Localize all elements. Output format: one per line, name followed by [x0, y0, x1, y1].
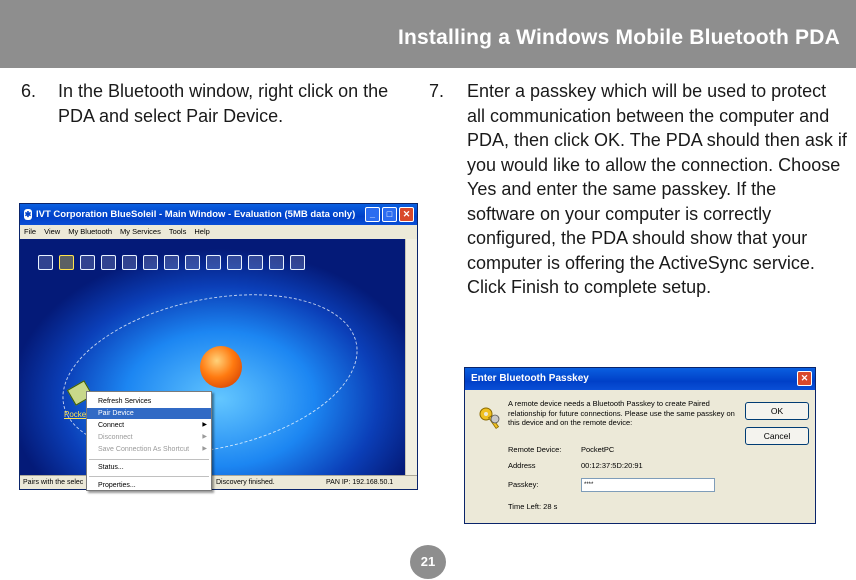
status-pan-ip: PAN IP: 192.168.50.1	[326, 479, 394, 486]
address-label: Address	[508, 461, 536, 470]
menu-my-bluetooth[interactable]: My Bluetooth	[68, 227, 112, 236]
bluesoleil-window	[19, 203, 418, 490]
passkey-dialog	[464, 367, 816, 524]
object-push-icon[interactable]	[206, 255, 221, 270]
step-text: In the Bluetooth window, right click on the PDA and select Pair Device.	[58, 81, 389, 126]
step-number: 6.	[21, 81, 37, 101]
maximize-button[interactable]: □	[382, 207, 397, 222]
menu-item-label: Disconnect	[98, 434, 133, 441]
menu-view[interactable]: View	[44, 227, 61, 236]
window-title: IVT Corporation BlueSoleil - Main Window - Evaluation (5MB data only)	[36, 209, 356, 220]
dialog-title: Enter Bluetooth Passkey	[471, 373, 589, 384]
status-hint: Pairs with the selec	[23, 479, 84, 486]
context-menu	[86, 391, 212, 491]
service-icon-row	[38, 255, 305, 270]
menu-separator	[89, 476, 209, 477]
close-button[interactable]: ✕	[797, 371, 812, 386]
status-discovery: Discovery finished.	[216, 479, 275, 486]
file-transfer-icon[interactable]	[122, 255, 137, 270]
bluetooth-canvas	[20, 239, 406, 477]
submenu-arrow-icon: ▶	[202, 446, 207, 452]
fax-icon[interactable]	[80, 255, 95, 270]
hid-icon[interactable]	[227, 255, 242, 270]
menu-help[interactable]: Help	[194, 227, 210, 236]
passkey-label: Passkey:	[508, 480, 539, 489]
menu-file[interactable]: File	[24, 227, 37, 236]
submenu-arrow-icon: ▶	[202, 434, 207, 440]
time-left-text: Time Left: 28 s	[508, 502, 558, 511]
menu-item-save-shortcut	[87, 444, 211, 455]
menu-tools[interactable]: Tools	[168, 227, 187, 236]
page-number-badge: 21	[410, 545, 446, 579]
address-value: 00:12:37:5D:20:91	[581, 461, 643, 470]
headset-icon[interactable]	[290, 255, 305, 270]
dialog-title-bar	[465, 368, 815, 390]
step-number: 7.	[429, 81, 445, 101]
menu-item-refresh-services[interactable]: Refresh Services	[98, 398, 152, 405]
passkey-input[interactable]: ****	[581, 478, 715, 492]
menu-item-properties[interactable]: Properties...	[98, 482, 136, 489]
key-icon	[478, 406, 502, 432]
menu-item-label: Save Connection As Shortcut	[98, 446, 190, 453]
ok-button[interactable]: OK	[745, 402, 809, 420]
dialog-message: A remote device needs a Bluetooth Passkey to create Paired relationship for future connections. Please use the same passkey on this device and on the remote device:	[508, 399, 735, 427]
vertical-scrollbar[interactable]	[405, 239, 417, 477]
minimize-button[interactable]: _	[365, 207, 380, 222]
window-controls	[365, 207, 414, 222]
submenu-arrow-icon: ▶	[202, 422, 207, 428]
window-title-bar	[20, 204, 417, 225]
dial-up-icon[interactable]	[38, 255, 53, 270]
menu-item-pair-device[interactable]: Pair Device	[87, 408, 211, 419]
bluetooth-icon: ✱	[24, 210, 32, 219]
page-header	[0, 0, 856, 68]
menu-item-connect[interactable]	[87, 420, 211, 431]
header-title: Installing a Windows Mobile Bluetooth PDA	[397, 26, 840, 49]
audio-icon[interactable]	[269, 255, 284, 270]
imaging-icon[interactable]	[248, 255, 263, 270]
network-icon[interactable]	[101, 255, 116, 270]
pda-device-label: Pocke	[64, 410, 87, 419]
local-device-icon[interactable]	[200, 346, 242, 388]
status-bar	[20, 475, 417, 489]
menu-my-services[interactable]: My Services	[120, 227, 161, 236]
menu-item-disconnect	[87, 432, 211, 443]
printer-icon[interactable]	[164, 255, 179, 270]
menu-bar	[20, 225, 417, 239]
serial-port-icon[interactable]	[59, 255, 74, 270]
step-text: Enter a passkey which will be used to protect all communication between the computer and PDA, then click OK. The PDA should then ask if you would like to allow the connection. Choose Yes and enter the same passkey. If the software on your computer is correctly configured, the PDA should show that your computer is offering the ActiveSync service. Click Finish to complete setup.	[467, 81, 847, 297]
dialog-controls	[797, 371, 812, 386]
cancel-button[interactable]: Cancel	[745, 427, 809, 445]
menu-item-label: Connect	[98, 422, 125, 429]
sync-icon[interactable]	[185, 255, 200, 270]
menu-item-status[interactable]: Status...	[98, 464, 124, 471]
close-button[interactable]: ✕	[399, 207, 414, 222]
remote-device-label: Remote Device:	[508, 445, 562, 454]
lan-access-icon[interactable]	[143, 255, 158, 270]
remote-device-value: PocketPC	[581, 445, 615, 454]
menu-separator	[89, 459, 209, 460]
